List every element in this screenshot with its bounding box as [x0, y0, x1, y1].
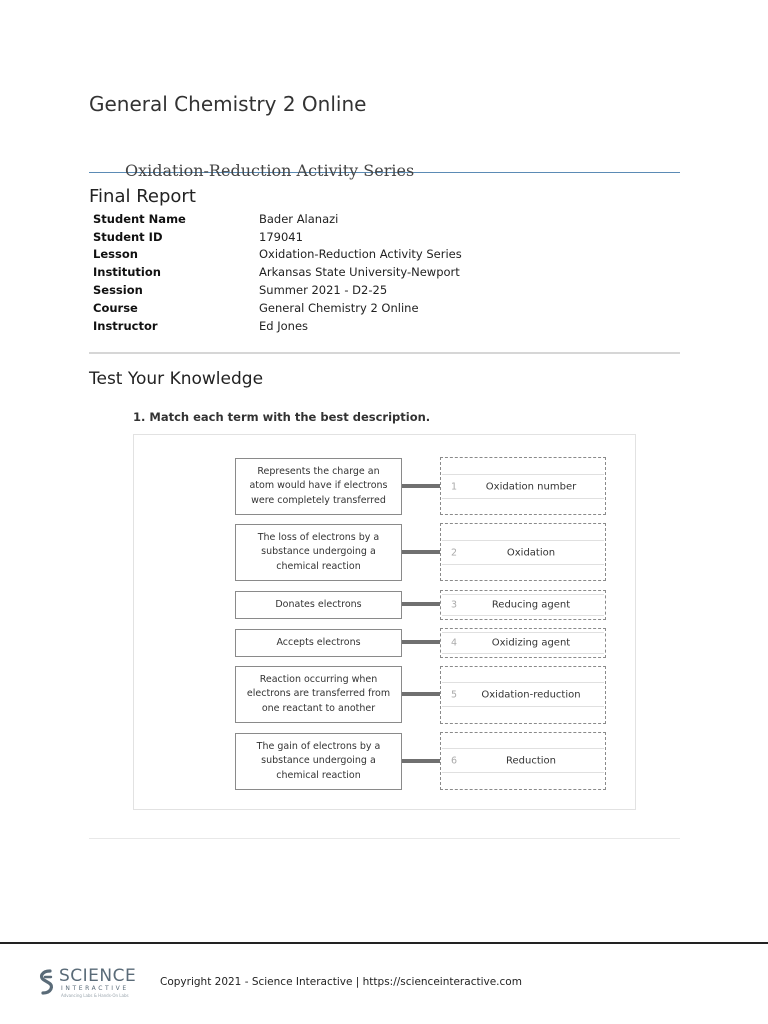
term-label: Reduction [506, 755, 556, 766]
info-row-student-name [93, 210, 613, 228]
drop-slot[interactable] [440, 523, 606, 581]
logo-subtitle: INTERACTIVE [61, 985, 129, 992]
match-description: The gain of electrons by a substance undergoing a chemical reaction [235, 733, 402, 790]
match-description: Reaction occurring when electrons are transferred from one reactant to another [235, 666, 402, 723]
info-row-session [93, 281, 613, 299]
term-card[interactable] [442, 632, 604, 654]
info-value: Oxidation-Reduction Activity Series [259, 247, 462, 262]
student-info-table [93, 210, 613, 335]
drop-slot[interactable] [440, 732, 606, 790]
lesson-title: Oxidation-Reduction Activity Series [125, 161, 415, 180]
match-connector [402, 550, 440, 554]
science-interactive-logo [36, 966, 136, 1002]
term-label: Oxidation number [485, 481, 577, 492]
match-description: Donates electrons [235, 591, 402, 619]
info-label: Session [93, 283, 143, 298]
match-connector [402, 640, 440, 644]
info-row-institution [93, 263, 613, 281]
info-label: Student ID [93, 229, 163, 244]
match-connector [402, 484, 440, 488]
info-value: Bader Alanazi [259, 211, 339, 226]
term-number: 4 [451, 637, 458, 649]
info-row-student-id [93, 228, 613, 246]
match-description: Accepts electrons [235, 629, 402, 657]
match-connector [402, 602, 440, 606]
match-description: Represents the charge an atom would have if electrons were completely transferred [235, 458, 402, 515]
term-label: Reducing agent [491, 599, 571, 611]
drop-slot[interactable] [440, 590, 606, 620]
term-number: 5 [451, 689, 458, 700]
section-divider-bottom [89, 838, 680, 839]
term-card[interactable] [442, 682, 604, 707]
course-title: General Chemistry 2 Online [89, 92, 367, 116]
match-connector [402, 759, 440, 763]
lesson-banner [89, 160, 680, 180]
question-prompt: 1. Match each term with the best description. [133, 410, 431, 424]
section-title: Test Your Knowledge [89, 369, 264, 389]
info-label: Lesson [93, 247, 138, 262]
info-label: Instructor [93, 318, 158, 333]
info-row-course [93, 299, 613, 317]
term-number: 1 [451, 481, 458, 492]
term-number: 6 [451, 755, 458, 766]
drop-slot[interactable] [440, 666, 606, 724]
info-value: Arkansas State University-Newport [259, 265, 460, 280]
term-number: 3 [451, 599, 458, 611]
drop-slot[interactable] [440, 628, 606, 658]
info-label: Student Name [93, 211, 186, 226]
term-card[interactable] [442, 748, 604, 773]
term-card[interactable] [442, 540, 604, 565]
term-label: Oxidizing agent [491, 637, 571, 649]
section-divider [89, 352, 680, 354]
info-value: Ed Jones [259, 318, 309, 333]
term-number: 2 [451, 547, 458, 558]
info-label: Institution [93, 265, 161, 280]
footer-copyright: Copyright 2021 - Science Interactive | https://scienceinteractive.com [160, 976, 522, 988]
drop-slot[interactable] [440, 457, 606, 515]
term-label: Oxidation-reduction [481, 689, 581, 700]
logo-tagline: Advancing Labs & Hands-On Labs [61, 993, 129, 998]
term-card[interactable] [442, 474, 604, 499]
info-value: Summer 2021 - D2-25 [259, 283, 388, 298]
info-row-lesson [93, 246, 613, 264]
term-label: Oxidation [506, 547, 556, 558]
match-connector [402, 692, 440, 696]
info-value: General Chemistry 2 Online [259, 300, 419, 315]
logo-wordmark: SCIENCE [59, 966, 137, 986]
info-row-instructor [93, 317, 613, 335]
science-interactive-logo-icon [36, 968, 58, 996]
report-title: Final Report [89, 186, 196, 207]
info-value: 179041 [259, 229, 303, 244]
match-description: The loss of electrons by a substance undergoing a chemical reaction [235, 524, 402, 581]
term-card[interactable] [442, 594, 604, 616]
info-label: Course [93, 300, 138, 315]
footer-rule [0, 942, 768, 944]
